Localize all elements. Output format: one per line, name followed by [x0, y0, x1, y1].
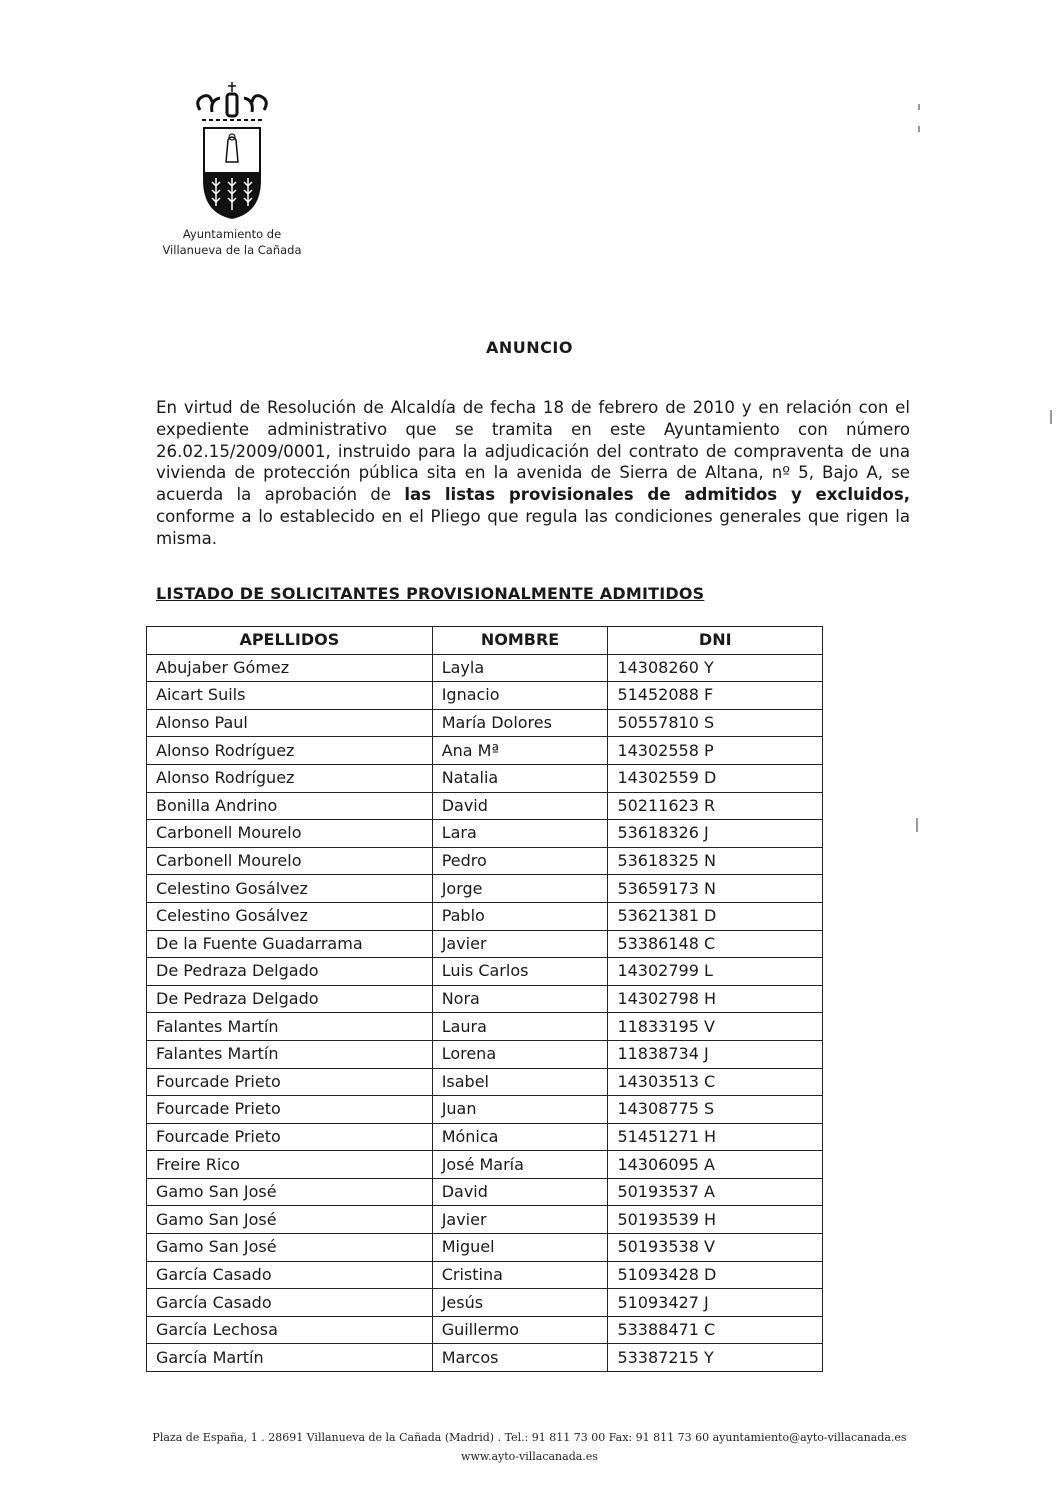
table-row	[147, 902, 823, 930]
cell-dni: 51093428 D	[608, 1261, 823, 1289]
cell-dni: 53387215 Y	[608, 1344, 823, 1372]
cell-nombre: Javier	[432, 930, 608, 958]
scan-speck	[918, 126, 920, 132]
cell-apellidos: García Casado	[147, 1261, 433, 1289]
column-header-apellidos: APELLIDOS	[147, 627, 433, 655]
cell-nombre: Jesús	[432, 1289, 608, 1317]
paragraph-text-1: En virtud de Resolución de Alcaldía de fecha 18 de febrero de 2010 y en relación con el expediente administrativo que se tramita en este Ayuntamiento con número 26.02.15/2009/0001, instruido para la adjudicación del contrato de compraventa de una vivienda de protección pública sita en la avenida de Sierra de Altana, nº 5, Bajo A, se acuerda la aprobación de	[156, 398, 910, 505]
cell-apellidos: Aicart Suils	[147, 682, 433, 710]
table-row	[147, 1013, 823, 1041]
announcement-paragraph	[156, 397, 910, 550]
cell-apellidos: De la Fuente Guadarrama	[147, 930, 433, 958]
cell-apellidos: Alonso Rodríguez	[147, 737, 433, 765]
cell-apellidos: De Pedraza Delgado	[147, 985, 433, 1013]
table-body	[147, 654, 823, 1371]
cell-apellidos: Falantes Martín	[147, 1013, 433, 1041]
cell-dni: 14308775 S	[608, 1096, 823, 1124]
table-header-row	[147, 627, 823, 655]
cell-nombre: Luis Carlos	[432, 958, 608, 986]
table-row	[147, 930, 823, 958]
cell-apellidos: Fourcade Prieto	[147, 1096, 433, 1124]
table-row	[147, 737, 823, 765]
cell-nombre: Pedro	[432, 847, 608, 875]
cell-nombre: Marcos	[432, 1344, 608, 1372]
cell-dni: 14302799 L	[608, 958, 823, 986]
cell-dni: 14308260 Y	[608, 654, 823, 682]
table-row	[147, 1178, 823, 1206]
table-row	[147, 985, 823, 1013]
cell-nombre: Pablo	[432, 902, 608, 930]
table-row	[147, 1068, 823, 1096]
cell-apellidos: García Lechosa	[147, 1316, 433, 1344]
cell-dni: 53659173 N	[608, 875, 823, 903]
footer	[0, 1431, 1059, 1463]
cell-apellidos: Fourcade Prieto	[147, 1068, 433, 1096]
table-row	[147, 682, 823, 710]
table-row	[147, 709, 823, 737]
cell-apellidos: Gamo San José	[147, 1234, 433, 1262]
organization-line-2: Villanueva de la Cañada	[162, 243, 302, 257]
table-row	[147, 1040, 823, 1068]
table-row	[147, 792, 823, 820]
cell-apellidos: Gamo San José	[147, 1178, 433, 1206]
table-row	[147, 1123, 823, 1151]
cell-apellidos: Carbonell Mourelo	[147, 847, 433, 875]
paragraph-text-2: conforme a lo establecido en el Pliego que regula las condiciones generales que rigen la misma.	[156, 506, 910, 548]
cell-apellidos: Falantes Martín	[147, 1040, 433, 1068]
cell-apellidos: Alonso Rodríguez	[147, 764, 433, 792]
cell-dni: 50193538 V	[608, 1234, 823, 1262]
table-row	[147, 958, 823, 986]
cell-dni: 53386148 C	[608, 930, 823, 958]
table-row	[147, 1234, 823, 1262]
cell-nombre: David	[432, 1178, 608, 1206]
scan-speck	[916, 818, 918, 832]
cell-nombre: Isabel	[432, 1068, 608, 1096]
cell-dni: 53621381 D	[608, 902, 823, 930]
cell-apellidos: García Casado	[147, 1289, 433, 1317]
table-row	[147, 1344, 823, 1372]
table-row	[147, 1316, 823, 1344]
cell-nombre: Guillermo	[432, 1316, 608, 1344]
cell-apellidos: De Pedraza Delgado	[147, 958, 433, 986]
table-row	[147, 764, 823, 792]
cell-nombre: Lara	[432, 820, 608, 848]
cell-nombre: Cristina	[432, 1261, 608, 1289]
cell-apellidos: Celestino Gosálvez	[147, 902, 433, 930]
cell-nombre: David	[432, 792, 608, 820]
scan-speck	[1050, 410, 1052, 424]
footer-address: Plaza de España, 1 . 28691 Villanueva de la Cañada (Madrid) . Tel.: 91 811 73 00 Fax: 91 811 73 60 ayuntamiento@ayto-villacanada.es	[152, 1431, 907, 1444]
cell-dni: 11838734 J	[608, 1040, 823, 1068]
applicants-table	[146, 626, 823, 1372]
table-row	[147, 820, 823, 848]
table-row	[147, 1289, 823, 1317]
cell-dni: 50193539 H	[608, 1206, 823, 1234]
table-row	[147, 1096, 823, 1124]
cell-dni: 53618326 J	[608, 820, 823, 848]
organization-line-1: Ayuntamiento de	[182, 227, 282, 241]
coat-of-arms-icon	[190, 82, 274, 222]
column-header-nombre: NOMBRE	[432, 627, 608, 655]
cell-nombre: Javier	[432, 1206, 608, 1234]
cell-nombre: José María	[432, 1151, 608, 1179]
cell-apellidos: García Martín	[147, 1344, 433, 1372]
table-row	[147, 654, 823, 682]
cell-nombre: Laura	[432, 1013, 608, 1041]
cell-apellidos: Alonso Paul	[147, 709, 433, 737]
cell-apellidos: Fourcade Prieto	[147, 1123, 433, 1151]
cell-dni: 14302558 P	[608, 737, 823, 765]
paragraph-bold-text: las listas provisionales de admitidos y excluidos,	[404, 485, 910, 505]
cell-nombre: Layla	[432, 654, 608, 682]
table-row	[147, 875, 823, 903]
cell-dni: 14306095 A	[608, 1151, 823, 1179]
cell-nombre: Juan	[432, 1096, 608, 1124]
cell-apellidos: Gamo San José	[147, 1206, 433, 1234]
cell-nombre: Natalia	[432, 764, 608, 792]
cell-nombre: María Dolores	[432, 709, 608, 737]
cell-dni: 50557810 S	[608, 709, 823, 737]
cell-nombre: Ana Mª	[432, 737, 608, 765]
cell-dni: 51452088 F	[608, 682, 823, 710]
cell-dni: 51093427 J	[608, 1289, 823, 1317]
organization-name	[150, 226, 314, 258]
cell-apellidos: Abujaber Gómez	[147, 654, 433, 682]
cell-apellidos: Carbonell Mourelo	[147, 820, 433, 848]
table-row	[147, 847, 823, 875]
column-header-dni: DNI	[608, 627, 823, 655]
table-row	[147, 1206, 823, 1234]
cell-nombre: Miguel	[432, 1234, 608, 1262]
cell-dni: 51451271 H	[608, 1123, 823, 1151]
cell-nombre: Jorge	[432, 875, 608, 903]
cell-apellidos: Freire Rico	[147, 1151, 433, 1179]
scan-speck	[918, 104, 920, 110]
cell-apellidos: Celestino Gosálvez	[147, 875, 433, 903]
cell-nombre: Lorena	[432, 1040, 608, 1068]
cell-nombre: Ignacio	[432, 682, 608, 710]
cell-dni: 14302559 D	[608, 764, 823, 792]
cell-dni: 14303513 C	[608, 1068, 823, 1096]
footer-website: www.ayto-villacanada.es	[461, 1450, 598, 1463]
table-row	[147, 1261, 823, 1289]
list-heading: LISTADO DE SOLICITANTES PROVISIONALMENTE ADMITIDOS	[156, 584, 705, 603]
document-title: ANUNCIO	[486, 338, 573, 357]
cell-nombre: Mónica	[432, 1123, 608, 1151]
cell-dni: 11833195 V	[608, 1013, 823, 1041]
cell-dni: 50193537 A	[608, 1178, 823, 1206]
cell-dni: 50211623 R	[608, 792, 823, 820]
cell-dni: 53388471 C	[608, 1316, 823, 1344]
table-row	[147, 1151, 823, 1179]
cell-nombre: Nora	[432, 985, 608, 1013]
cell-dni: 53618325 N	[608, 847, 823, 875]
cell-apellidos: Bonilla Andrino	[147, 792, 433, 820]
cell-dni: 14302798 H	[608, 985, 823, 1013]
